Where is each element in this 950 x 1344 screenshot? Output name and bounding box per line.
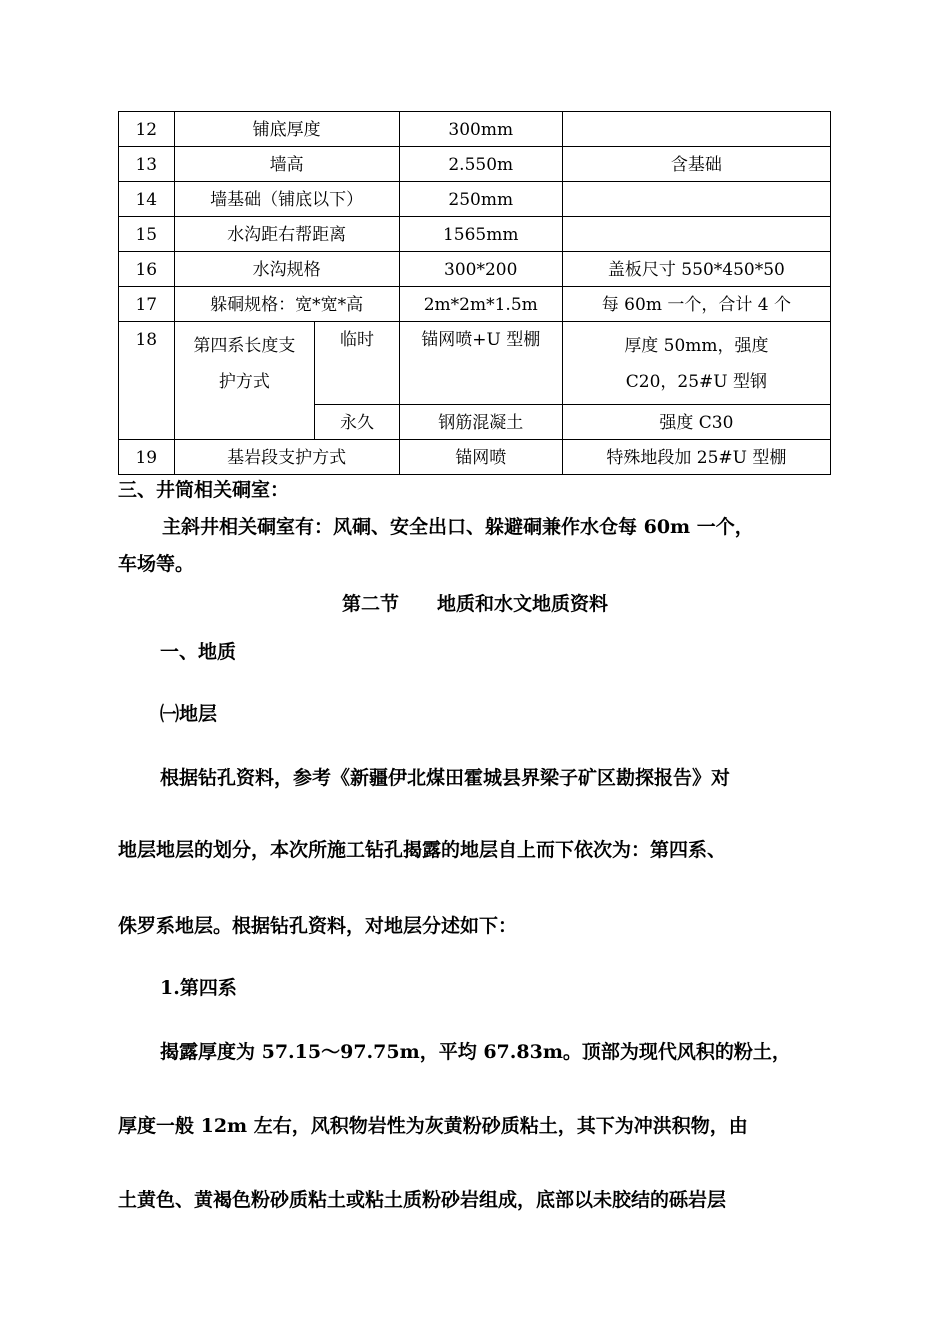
row-value: 锚网喷 [399,440,562,475]
paragraph-line: 土黄色、黄褐色粉砂质粘土或粘土质粉砂岩组成，底部以未胶结的砾岩层 [118,1189,727,1211]
row-number: 13 [119,147,175,182]
chambers-text-line2: 车场等。 [118,553,195,575]
table-row [119,217,831,252]
row-number: 18 [119,322,175,440]
spec-table [118,111,831,475]
table-row [119,322,831,405]
chambers-text-line1: 主斜井相关硐室有：风硐、安全出口、躲避硐兼作水仓每 60m 一个， [162,516,754,538]
row-item: 墙基础（铺底以下） [174,182,399,217]
support-perm-label: 永久 [315,405,400,440]
table-row [119,252,831,287]
row-value: 2m*2m*1.5m [399,287,562,322]
row-number: 12 [119,112,175,147]
row-note [562,217,830,252]
row-number: 17 [119,287,175,322]
support-perm-value: 钢筋混凝土 [399,405,562,440]
row-item: 基岩段支护方式 [174,440,399,475]
row-item: 躲硐规格：宽*宽*高 [174,287,399,322]
row-number: 16 [119,252,175,287]
support-temp-note: 厚度 50mm，强度 C20，25#U 型钢 [562,322,830,405]
row-note: 特殊地段加 25#U 型棚 [562,440,830,475]
table-row [119,287,831,322]
table-row [119,182,831,217]
item-quaternary: 1.第四系 [160,977,237,999]
row-number: 14 [119,182,175,217]
row-value: 300mm [399,112,562,147]
subheading-strata: ㈠地层 [160,703,218,725]
paragraph-line: 根据钻孔资料，参考《新疆伊北煤田霍城县界梁子矿区勘探报告》对 [160,767,731,789]
row-note: 每 60m 一个，合计 4 个 [562,287,830,322]
table-row [119,440,831,475]
support-temp-value: 锚网喷+U 型棚 [399,322,562,405]
section-title: 第二节 地质和水文地质资料 [341,593,608,615]
row-value: 250mm [399,182,562,217]
row-item: 水沟距右帮距离 [174,217,399,252]
row-note: 盖板尺寸 550*450*50 [562,252,830,287]
paragraph-line: 地层地层的划分，本次所施工钻孔揭露的地层自上而下依次为：第四系、 [118,839,727,861]
row-number: 15 [119,217,175,252]
table-row [119,112,831,147]
support-perm-note: 强度 C30 [562,405,830,440]
row-item: 铺底厚度 [174,112,399,147]
row-value: 1565mm [399,217,562,252]
row-number: 19 [119,440,175,475]
row-note: 含基础 [562,147,830,182]
paragraph-line: 厚度一般 12m 左右，风积物岩性为灰黄粉砂质粘土，其下为冲洪积物，由 [118,1115,748,1137]
row-item: 水沟规格 [174,252,399,287]
row-item: 第四系长度支护方式 [174,322,315,440]
row-note [562,182,830,217]
table-row [119,147,831,182]
support-temp-label: 临时 [315,322,400,405]
paragraph-line: 揭露厚度为 57.15～97.75m，平均 67.83m。顶部为现代风积的粉土， [160,1041,791,1063]
row-value: 2.550m [399,147,562,182]
row-note [562,112,830,147]
heading-chambers: 三、井筒相关硐室： [118,479,290,501]
paragraph-line: 侏罗系地层。根据钻孔资料，对地层分述如下： [118,915,518,937]
row-value: 300*200 [399,252,562,287]
heading-geology: 一、地质 [160,641,237,663]
row-item: 墙高 [174,147,399,182]
